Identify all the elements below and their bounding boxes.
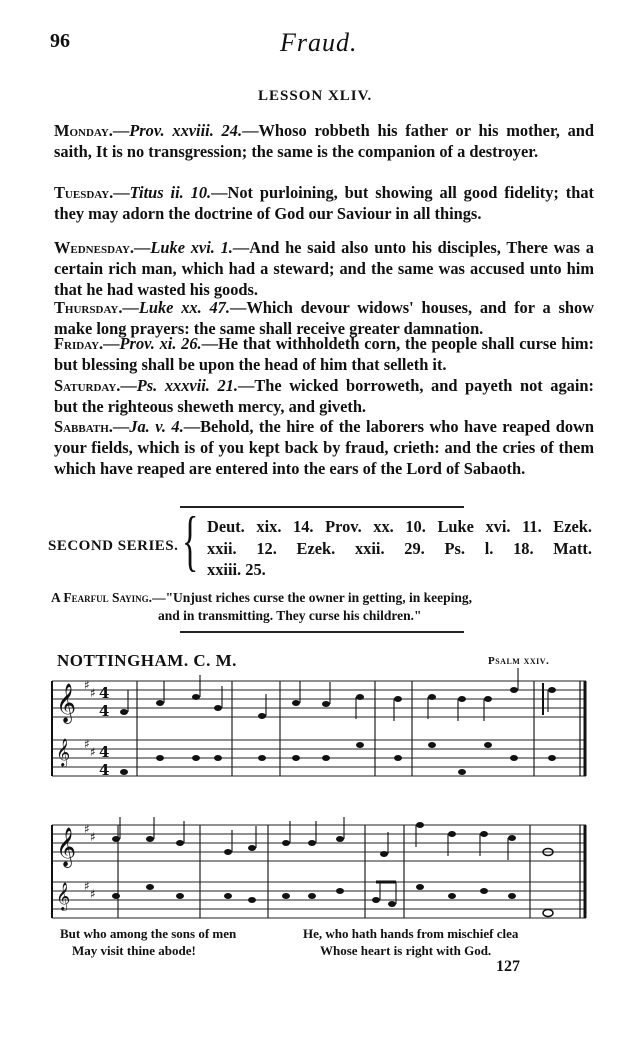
verse-text: —The wicked borroweth, and payeth not again: but the righteous sheweth mercy, and giveth.	[54, 376, 594, 416]
saying-text: —"Unjust riches curse the owner in getting, in keeping,	[152, 590, 473, 605]
verse-reference: Prov. xxviii. 24.	[129, 121, 243, 140]
verse-day: Monday.	[54, 121, 113, 140]
hymn-line: May visit thine abode!	[72, 943, 196, 958]
second-series-label: SECOND SERIES.	[48, 538, 179, 554]
verse-day: Saturday.	[54, 376, 121, 395]
double-bars	[542, 683, 544, 715]
hymn-line: But who among the sons of men	[60, 926, 237, 941]
verse-day: Tuesday.	[54, 183, 114, 202]
saying-line: and in transmitting. They curse his children."	[158, 608, 422, 623]
verse-day: Sabbath.	[54, 417, 113, 436]
hymn-line: Whose heart is right with God.	[320, 943, 492, 958]
verse-text: —Whoso robbeth his father or his mother, and saith, It is no transgression; the same is the companion of a destroyer.	[54, 121, 594, 161]
verse-tuesday: Tuesday.—Titus ii. 10.—Not purloining, but showing all good fidelity; that they may adorn the doctrine of God our Saviour in all things.	[54, 183, 594, 223]
verse-reference: Ps. xxxvii. 21.	[136, 376, 238, 395]
hymn-line: He, who hath hands from mischief clea	[303, 926, 519, 941]
verse-reference: Prov. xi. 26.	[119, 334, 202, 353]
verse-text: —Not purloining, but showing all good fidelity; that they may adorn the doctrine of God our Saviour in all things.	[54, 183, 594, 223]
verse-reference: Luke xx. 47.	[138, 298, 230, 317]
staff-lines-1	[52, 681, 586, 717]
verse-reference: Ja. v. 4.	[129, 417, 184, 436]
verse-text: —And he said also unto his disciples, There was a certain rich man, which had a steward; and the same was accused unto him that he had wasted his goods.	[54, 238, 594, 299]
staff-lines-4	[52, 882, 586, 918]
second-series-line: xxiii. 25.	[207, 560, 266, 579]
verse-saturday: Saturday.—Ps. xxxvii. 21.—The wicked borroweth, and payeth not again: but the righteous sheweth mercy, and giveth.	[54, 376, 594, 416]
verse-day: Wednesday.	[54, 238, 134, 257]
svg-text:♯: ♯	[90, 745, 96, 759]
svg-text:♯: ♯	[84, 737, 90, 751]
treble-clef-icon: 𝄞	[56, 827, 77, 867]
verse-reference: Titus ii. 10.	[129, 183, 212, 202]
verse-friday: Friday.—Prov. xi. 26.—He that withholdeth corn, the people shall curse him: but blessing shall be upon the head of him that selleth it.	[54, 334, 594, 374]
lesson-heading: LESSON XLIV.	[258, 88, 373, 104]
verse-day: Friday.	[54, 334, 104, 353]
verse-text: —Which devour widows' houses, and for a show make long prayers: the same shall receive greater damnation.	[54, 298, 594, 338]
svg-text:♯: ♯	[90, 686, 96, 700]
staff-lines-2	[52, 740, 586, 776]
time-signatures	[99, 684, 109, 779]
verse-text: —He that withholdeth corn, the people shall curse him: but blessing shall be upon the head of him that selleth it.	[54, 334, 594, 374]
verse-monday: Monday.—Prov. xxviii. 24.—Whoso robbeth his father or his mother, and saith, It is no transgression; the same is the companion of a destroyer.	[54, 121, 594, 161]
verse-wednesday: Wednesday.—Luke xvi. 1.—And he said also unto his disciples, There was a certain rich man, which had a steward; and the same was accused unto him that he had wasted his goods.	[54, 238, 594, 299]
svg-text:4: 4	[99, 761, 110, 779]
treble-clef-icon: 𝄞	[56, 738, 71, 766]
verse-text: —Behold, the hire of the laborers who have reaped down your fields, which is of you kept back by fraud, crieth: and the cries of them which have reaped are entered into the ears of the Lord of Sabaoth.	[54, 417, 594, 478]
svg-text:♯: ♯	[90, 830, 96, 844]
treble-clef-icon: 𝄞	[56, 882, 71, 910]
second-series-line: xxii. 12. Ezek. xxii. 29. Ps. l. 18. Matt.	[207, 539, 592, 558]
verse-reference: Luke xvi. 1.	[150, 238, 233, 257]
svg-text:♯: ♯	[90, 887, 96, 901]
saying-label: A Fearful Saying.	[51, 590, 153, 605]
treble-clef-icon: 𝄞	[56, 683, 77, 723]
key-signatures	[84, 678, 96, 901]
svg-text:4: 4	[99, 702, 110, 720]
folio-number: 127	[496, 958, 520, 975]
svg-text:♯: ♯	[84, 678, 90, 692]
tune-name: NOTTINGHAM. C. M.	[57, 651, 237, 670]
note-stems	[120, 668, 548, 904]
staff-lines-3	[52, 825, 586, 861]
svg-text:4: 4	[99, 684, 110, 702]
clefs	[56, 683, 76, 911]
brace-glyph: {	[182, 502, 199, 578]
page-title: Fraud.	[280, 28, 358, 57]
verse-sabbath: Sabbath.—Ja. v. 4.—Behold, the hire of the laborers who have reaped down your fields, which is of you kept back by fraud, crieth: and the cries of them which have reaped are entered into the ears of the Lord of Sabaoth.	[54, 417, 594, 478]
svg-text:4: 4	[99, 743, 110, 761]
second-series-line: Deut. xix. 14. Prov. xx. 10. Luke xvi. 11. Ezek.	[207, 517, 592, 536]
svg-text:♯: ♯	[84, 822, 90, 836]
svg-text:♯: ♯	[84, 879, 90, 893]
tune-meta: Psalm xxiv.	[488, 655, 550, 667]
verse-day: Thursday.	[54, 298, 123, 317]
verse-thursday: Thursday.—Luke xx. 47.—Which devour widows' houses, and for a show make long prayers: the same shall receive greater damnation.	[54, 298, 594, 338]
page-number: 96	[50, 30, 70, 52]
